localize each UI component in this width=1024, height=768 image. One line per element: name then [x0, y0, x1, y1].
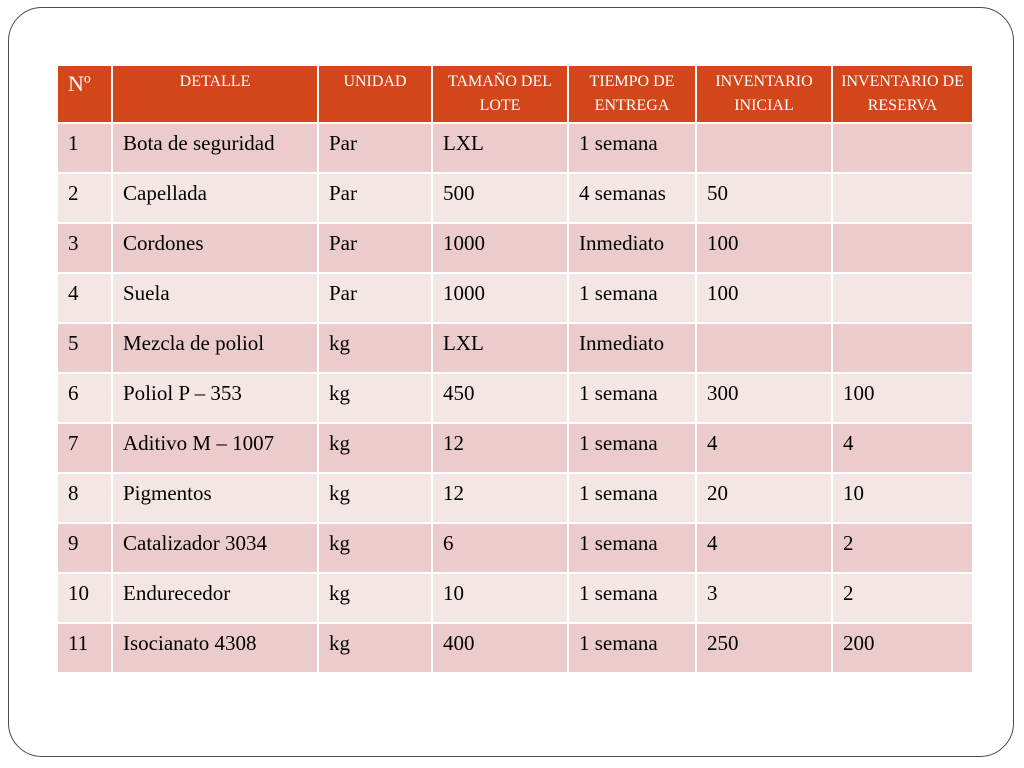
table-cell-number: 2 — [57, 173, 112, 223]
table-cell-number: 3 — [57, 223, 112, 273]
table-cell-number: 5 — [57, 323, 112, 373]
table-cell-detalle: Poliol P – 353 — [112, 373, 318, 423]
table-cell-inventario-inicial: 4 — [696, 423, 832, 473]
table-cell-number: 4 — [57, 273, 112, 323]
table-cell-tiempo-entrega: 1 semana — [568, 373, 696, 423]
table-cell-tiempo-entrega: 1 semana — [568, 573, 696, 623]
table-cell-tamano-lote: 450 — [432, 373, 568, 423]
table-cell-number: 7 — [57, 423, 112, 473]
table-cell-tiempo-entrega: 1 semana — [568, 523, 696, 573]
header-row — [57, 65, 973, 123]
table-cell-inventario-inicial: 100 — [696, 273, 832, 323]
header-cell-inventario-inicial: INVENTARIO INICIAL — [696, 65, 832, 123]
table-cell-detalle: Catalizador 3034 — [112, 523, 318, 573]
header-cell-number: Nº — [57, 65, 112, 123]
table-cell-detalle: Bota de seguridad — [112, 123, 318, 173]
table-cell-inventario-inicial — [696, 323, 832, 373]
table-cell-inventario-reserva — [832, 323, 973, 373]
table-cell-unidad: Par — [318, 123, 432, 173]
table-cell-number: 1 — [57, 123, 112, 173]
table-cell-inventario-inicial: 250 — [696, 623, 832, 673]
table-row — [57, 623, 973, 673]
header-cell-tiempo-entrega: TIEMPO DE ENTREGA — [568, 65, 696, 123]
table-cell-tamano-lote: LXL — [432, 323, 568, 373]
table-cell-unidad: Par — [318, 173, 432, 223]
header-cell-inventario-reserva: INVENTARIO DE RESERVA — [832, 65, 973, 123]
table-cell-unidad: kg — [318, 323, 432, 373]
table-cell-inventario-inicial: 4 — [696, 523, 832, 573]
table-row — [57, 423, 973, 473]
table-cell-detalle: Suela — [112, 273, 318, 323]
table-cell-inventario-reserva: 2 — [832, 573, 973, 623]
table-cell-inventario-reserva — [832, 223, 973, 273]
table-cell-unidad: Par — [318, 223, 432, 273]
table-header — [57, 65, 973, 123]
table-row — [57, 473, 973, 523]
table-cell-number: 10 — [57, 573, 112, 623]
table-cell-unidad: kg — [318, 623, 432, 673]
table-cell-inventario-reserva — [832, 173, 973, 223]
table-cell-tiempo-entrega: Inmediato — [568, 223, 696, 273]
table-cell-tamano-lote: 6 — [432, 523, 568, 573]
table-cell-tamano-lote: 1000 — [432, 223, 568, 273]
table-cell-tamano-lote: 1000 — [432, 273, 568, 323]
table-cell-inventario-reserva: 200 — [832, 623, 973, 673]
table-row — [57, 273, 973, 323]
table-row — [57, 173, 973, 223]
table-cell-inventario-inicial: 300 — [696, 373, 832, 423]
table-cell-tiempo-entrega: Inmediato — [568, 323, 696, 373]
table-cell-number: 8 — [57, 473, 112, 523]
table-row — [57, 573, 973, 623]
table-cell-detalle: Endurecedor — [112, 573, 318, 623]
table-cell-inventario-inicial — [696, 123, 832, 173]
table-cell-detalle: Pigmentos — [112, 473, 318, 523]
table-cell-detalle: Mezcla de poliol — [112, 323, 318, 373]
table-cell-tamano-lote: 12 — [432, 423, 568, 473]
table-cell-inventario-reserva: 2 — [832, 523, 973, 573]
header-cell-tamano-lote: TAMAÑO DEL LOTE — [432, 65, 568, 123]
table-cell-tiempo-entrega: 1 semana — [568, 123, 696, 173]
table-cell-detalle: Aditivo M – 1007 — [112, 423, 318, 473]
table-cell-unidad: kg — [318, 373, 432, 423]
table-body — [57, 123, 973, 673]
table-cell-inventario-inicial: 20 — [696, 473, 832, 523]
table-cell-tiempo-entrega: 4 semanas — [568, 173, 696, 223]
table-cell-number: 6 — [57, 373, 112, 423]
table-cell-tamano-lote: 12 — [432, 473, 568, 523]
table-cell-inventario-reserva — [832, 123, 973, 173]
table-row — [57, 323, 973, 373]
table-cell-unidad: Par — [318, 273, 432, 323]
table-cell-tamano-lote: LXL — [432, 123, 568, 173]
table-cell-inventario-reserva: 10 — [832, 473, 973, 523]
table-cell-number: 9 — [57, 523, 112, 573]
table-row — [57, 523, 973, 573]
table-cell-unidad: kg — [318, 573, 432, 623]
table-cell-detalle: Cordones — [112, 223, 318, 273]
header-cell-detalle: DETALLE — [112, 65, 318, 123]
table-row — [57, 123, 973, 173]
table-cell-tiempo-entrega: 1 semana — [568, 473, 696, 523]
table-cell-tamano-lote: 10 — [432, 573, 568, 623]
table-cell-tiempo-entrega: 1 semana — [568, 423, 696, 473]
table-cell-unidad: kg — [318, 523, 432, 573]
table-cell-tiempo-entrega: 1 semana — [568, 273, 696, 323]
table-row — [57, 373, 973, 423]
inventory-table — [56, 64, 974, 674]
table-cell-detalle: Isocianato 4308 — [112, 623, 318, 673]
table-cell-tamano-lote: 500 — [432, 173, 568, 223]
table-cell-detalle: Capellada — [112, 173, 318, 223]
table-cell-unidad: kg — [318, 423, 432, 473]
table-cell-inventario-reserva: 4 — [832, 423, 973, 473]
table-cell-inventario-inicial: 50 — [696, 173, 832, 223]
table-cell-inventario-inicial: 100 — [696, 223, 832, 273]
table-cell-tiempo-entrega: 1 semana — [568, 623, 696, 673]
table-cell-unidad: kg — [318, 473, 432, 523]
table-cell-inventario-reserva — [832, 273, 973, 323]
table-cell-tamano-lote: 400 — [432, 623, 568, 673]
table-cell-inventario-inicial: 3 — [696, 573, 832, 623]
table-cell-inventario-reserva: 100 — [832, 373, 973, 423]
table-cell-number: 11 — [57, 623, 112, 673]
table-row — [57, 223, 973, 273]
header-cell-unidad: UNIDAD — [318, 65, 432, 123]
